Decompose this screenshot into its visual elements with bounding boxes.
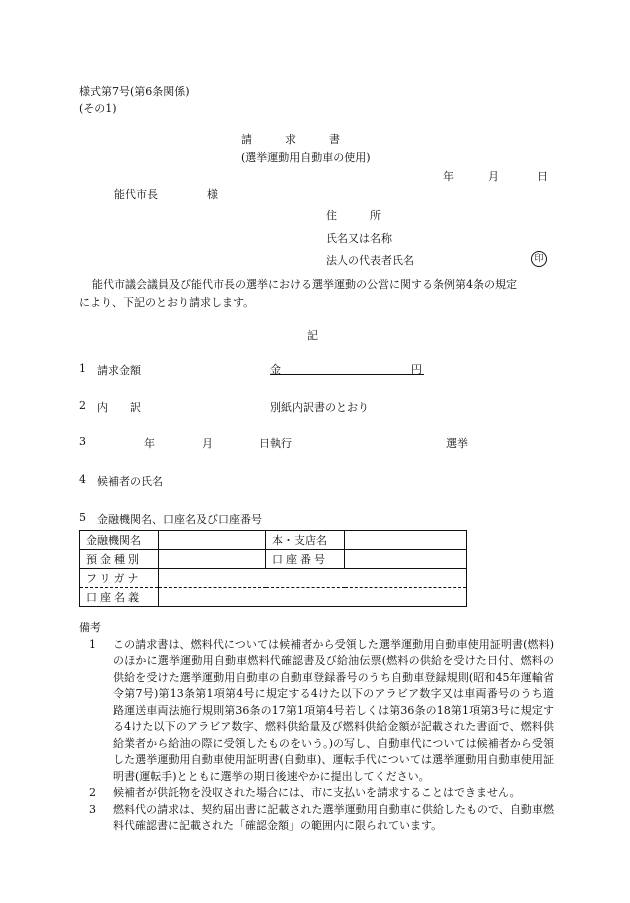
branch-label: 本・支店名 [266, 531, 345, 550]
addressee: 能代市長 [114, 188, 158, 201]
representative-label: 法人の代表者氏名 [326, 254, 414, 267]
election-name: 選挙 [446, 437, 468, 450]
note-2-number: 2 [89, 786, 96, 799]
election-month: 月 [202, 437, 213, 450]
item-5-number: 5 [79, 511, 86, 524]
table-row [80, 569, 467, 588]
note-3-number: 3 [89, 802, 96, 816]
amount-yen: 円 [411, 363, 422, 376]
table-row [80, 531, 467, 550]
name-label: 氏名又は名称 [326, 232, 392, 245]
item-2-number: 2 [79, 399, 86, 412]
table-row [80, 550, 467, 569]
item-1-label: 請求金額 [97, 364, 141, 377]
branch-cell[interactable] [345, 531, 467, 550]
amount-kin: 金 [270, 363, 281, 376]
table-row [80, 588, 467, 607]
account-holder-cell[interactable] [159, 588, 467, 607]
addressee-honorific: 様 [207, 188, 218, 201]
election-year: 年 [144, 437, 155, 450]
seal-mark [531, 251, 547, 267]
amount-field [270, 360, 424, 375]
deposit-type-cell[interactable] [159, 550, 266, 569]
note-1 [79, 637, 554, 786]
furigana-cell[interactable] [159, 569, 467, 588]
item-3-number: 3 [79, 435, 86, 448]
item-2-label: 内 訳 [97, 401, 141, 414]
item-4-number: 4 [79, 473, 86, 486]
item-1-number: 1 [79, 362, 86, 375]
furigana-label: フリガナ [80, 569, 159, 588]
sheet-number: (その1) [79, 102, 117, 115]
date-month: 月 [488, 170, 499, 183]
note-1-number: 1 [89, 637, 96, 651]
note-1-text: この請求書は、燃料代については候補者から受領した選挙運動用自動車使用証明書(燃料)のほかに選挙運動用自動車燃料代確認書及び給油伝票(燃料の供給を受けた日付、燃料の供給を受けた選挙運動用自動車の自動車登録番号のうち自動車登録規則(昭和45年運輸省令第7号)第13条第1項第4号に規定する4けた以下のアラビア数字又は車両番号のうち道路運送車両法施行規則第36条の17第1項第4号若しくは第36条の18第1項第3号に規定する4けた以下のアラビア数字、燃料供給量及び燃料供給金額が記載された書面で、燃料供給業者から給油の際に受領したものをいう。)の写し、自動車代については候補者から受領した選挙運動用自動車使用証明書(自動車)、運転手代については選挙運動用自動車使用証明書(運転手)とともに選挙の期日後速やかに提出してください。 [113, 637, 554, 783]
note-3 [79, 802, 554, 835]
notes-section [79, 620, 554, 835]
item-2-value: 別紙内訳書のとおり [270, 401, 369, 414]
date-year: 年 [443, 170, 454, 183]
item-4-label: 候補者の氏名 [97, 475, 163, 488]
election-day: 日執行 [259, 437, 292, 450]
address-label: 住 所 [326, 209, 381, 222]
note-2-text: 候補者が供託物を没収された場合には、市に支払いを請求することはできません。 [113, 786, 521, 799]
bank-name-label: 金融機関名 [80, 531, 159, 550]
date-day: 日 [537, 170, 548, 183]
ki-heading: 記 [307, 329, 318, 342]
account-number-label: 口座番号 [266, 550, 345, 569]
account-number-cell[interactable] [345, 550, 467, 569]
note-2 [79, 785, 554, 802]
note-3-text: 燃料代の請求は、契約届出書に記載された選挙運動用自動車に供給したもので、自動車燃料代確認書に記載された「確認金額」の範囲内に限られています。 [113, 802, 554, 832]
page-subtitle: (選挙運動用自動車の使用) [241, 151, 371, 164]
bank-name-cell[interactable] [159, 531, 266, 550]
intro-line-2: により、下記のとおり請求します。 [79, 296, 255, 309]
account-holder-label: 口座名義 [80, 588, 159, 607]
page-title: 請 求 書 [241, 133, 340, 146]
item-5-label: 金融機関名、口座名及び口座番号 [97, 513, 262, 526]
deposit-type-label: 預金種別 [80, 550, 159, 569]
seal-label: 印 [531, 251, 547, 267]
form-number: 様式第7号(第6条関係) [79, 85, 190, 98]
bank-account-table [79, 530, 467, 607]
notes-heading: 備考 [79, 621, 101, 634]
intro-line-1: 能代市議会議員及び能代市長の選挙における選挙運動の公営に関する条例第4条の規定 [92, 278, 517, 291]
